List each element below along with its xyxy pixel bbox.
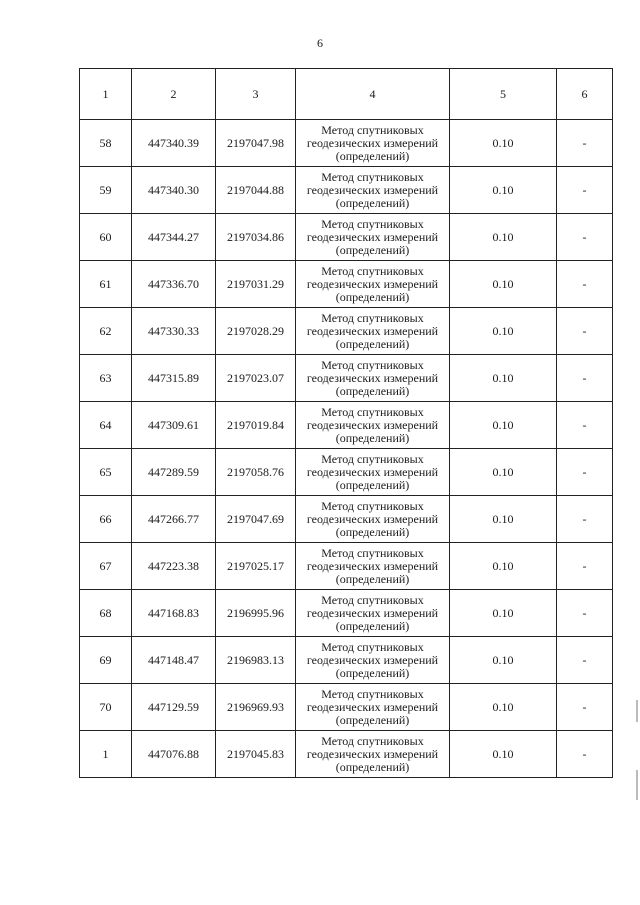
x-coordinate-cell: 447168.83 [132,590,216,637]
method-line: геодезических измерений [306,276,439,291]
note-cell: - [557,402,613,449]
x-coordinate-cell: 447223.38 [132,543,216,590]
method-cell [296,449,450,496]
method-line: (определений) [335,524,410,539]
y-coordinate-cell: 2197045.83 [216,731,296,778]
scan-edge-mark [636,770,638,800]
method-cell [296,637,450,684]
y-coordinate-cell: 2197047.98 [216,120,296,167]
table-row [80,402,613,449]
method-line: Метод спутниковых [321,122,424,137]
method-line: геодезических измерений [306,605,439,620]
method-line: (определений) [335,665,410,680]
x-coordinate-cell: 447309.61 [132,402,216,449]
x-coordinate-cell: 447076.88 [132,731,216,778]
point-number-cell: 63 [80,355,132,402]
method-line: Метод спутниковых [321,639,424,654]
y-coordinate-cell: 2196983.13 [216,637,296,684]
method-cell [296,261,450,308]
method-line: геодезических измерений [306,558,439,573]
method-cell [296,167,450,214]
table-row [80,355,613,402]
point-number-cell: 58 [80,120,132,167]
point-number-cell: 61 [80,261,132,308]
method-cell [296,590,450,637]
point-number-cell: 60 [80,214,132,261]
method-line: геодезических измерений [306,229,439,244]
table-header-row [80,69,613,120]
note-cell: - [557,496,613,543]
x-coordinate-cell: 447289.59 [132,449,216,496]
point-number-cell: 69 [80,637,132,684]
accuracy-cell: 0.10 [450,496,557,543]
method-line: геодезических измерений [306,417,439,432]
coordinates-table [79,68,613,778]
method-line: (определений) [335,712,410,727]
method-line: Метод спутниковых [321,169,424,184]
method-line: геодезических измерений [306,182,439,197]
y-coordinate-cell: 2196969.93 [216,684,296,731]
method-line: Метод спутниковых [321,498,424,513]
method-cell [296,496,450,543]
note-cell: - [557,590,613,637]
point-number-cell: 65 [80,449,132,496]
accuracy-cell: 0.10 [450,120,557,167]
method-line: Метод спутниковых [321,545,424,560]
method-line: (определений) [335,336,410,351]
method-line: геодезических измерений [306,652,439,667]
column-header: 2 [132,69,216,120]
note-cell: - [557,167,613,214]
y-coordinate-cell: 2196995.96 [216,590,296,637]
accuracy-cell: 0.10 [450,214,557,261]
method-cell [296,120,450,167]
accuracy-cell: 0.10 [450,684,557,731]
page-number: 6 [317,36,323,50]
point-number-cell: 1 [80,731,132,778]
method-line: (определений) [335,242,410,257]
note-cell: - [557,449,613,496]
method-line: Метод спутниковых [321,451,424,466]
method-line: (определений) [335,759,410,774]
note-cell: - [557,120,613,167]
method-cell [296,355,450,402]
x-coordinate-cell: 447148.47 [132,637,216,684]
method-line: геодезических измерений [306,699,439,714]
x-coordinate-cell: 447344.27 [132,214,216,261]
point-number-cell: 67 [80,543,132,590]
accuracy-cell: 0.10 [450,355,557,402]
point-number-cell: 70 [80,684,132,731]
method-line: геодезических измерений [306,323,439,338]
y-coordinate-cell: 2197047.69 [216,496,296,543]
point-number-cell: 68 [80,590,132,637]
accuracy-cell: 0.10 [450,543,557,590]
accuracy-cell: 0.10 [450,261,557,308]
table-row [80,731,613,778]
y-coordinate-cell: 2197023.07 [216,355,296,402]
scan-edge-mark [636,700,638,722]
accuracy-cell: 0.10 [450,402,557,449]
method-line: Метод спутниковых [321,404,424,419]
table-row [80,590,613,637]
method-line: (определений) [335,618,410,633]
method-line: Метод спутниковых [321,686,424,701]
note-cell: - [557,684,613,731]
table-row [80,543,613,590]
table-row [80,308,613,355]
point-number-cell: 64 [80,402,132,449]
method-line: Метод спутниковых [321,216,424,231]
method-line: геодезических измерений [306,746,439,761]
method-cell [296,543,450,590]
x-coordinate-cell: 447340.30 [132,167,216,214]
note-cell: - [557,637,613,684]
method-line: (определений) [335,195,410,210]
note-cell: - [557,355,613,402]
table-row [80,261,613,308]
note-cell: - [557,731,613,778]
accuracy-cell: 0.10 [450,590,557,637]
note-cell: - [557,543,613,590]
accuracy-cell: 0.10 [450,731,557,778]
accuracy-cell: 0.10 [450,449,557,496]
y-coordinate-cell: 2197058.76 [216,449,296,496]
table-row [80,120,613,167]
point-number-cell: 62 [80,308,132,355]
method-line: геодезических измерений [306,464,439,479]
method-line: геодезических измерений [306,135,439,150]
y-coordinate-cell: 2197031.29 [216,261,296,308]
column-header: 3 [216,69,296,120]
y-coordinate-cell: 2197034.86 [216,214,296,261]
x-coordinate-cell: 447266.77 [132,496,216,543]
y-coordinate-cell: 2197019.84 [216,402,296,449]
note-cell: - [557,214,613,261]
method-line: Метод спутниковых [321,592,424,607]
method-line: (определений) [335,289,410,304]
y-coordinate-cell: 2197044.88 [216,167,296,214]
table-row [80,684,613,731]
method-line: Метод спутниковых [321,733,424,748]
table-row [80,496,613,543]
method-line: Метод спутниковых [321,310,424,325]
note-cell: - [557,261,613,308]
point-number-cell: 66 [80,496,132,543]
point-number-cell: 59 [80,167,132,214]
method-cell [296,214,450,261]
method-cell [296,684,450,731]
method-line: (определений) [335,430,410,445]
column-header: 6 [557,69,613,120]
accuracy-cell: 0.10 [450,308,557,355]
accuracy-cell: 0.10 [450,167,557,214]
table-row [80,449,613,496]
table-row [80,167,613,214]
method-line: (определений) [335,477,410,492]
x-coordinate-cell: 447315.89 [132,355,216,402]
method-cell [296,731,450,778]
method-line: геодезических измерений [306,370,439,385]
x-coordinate-cell: 447129.59 [132,684,216,731]
column-header: 5 [450,69,557,120]
accuracy-cell: 0.10 [450,637,557,684]
method-line: Метод спутниковых [321,357,424,372]
method-line: Метод спутниковых [321,263,424,278]
method-line: (определений) [335,571,410,586]
column-header: 4 [296,69,450,120]
x-coordinate-cell: 447340.39 [132,120,216,167]
method-line: (определений) [335,383,410,398]
method-cell [296,402,450,449]
method-cell [296,308,450,355]
method-line: (определений) [335,148,410,163]
table-row [80,214,613,261]
y-coordinate-cell: 2197025.17 [216,543,296,590]
column-header: 1 [80,69,132,120]
x-coordinate-cell: 447330.33 [132,308,216,355]
table-row [80,637,613,684]
x-coordinate-cell: 447336.70 [132,261,216,308]
y-coordinate-cell: 2197028.29 [216,308,296,355]
method-line: геодезических измерений [306,511,439,526]
note-cell: - [557,308,613,355]
